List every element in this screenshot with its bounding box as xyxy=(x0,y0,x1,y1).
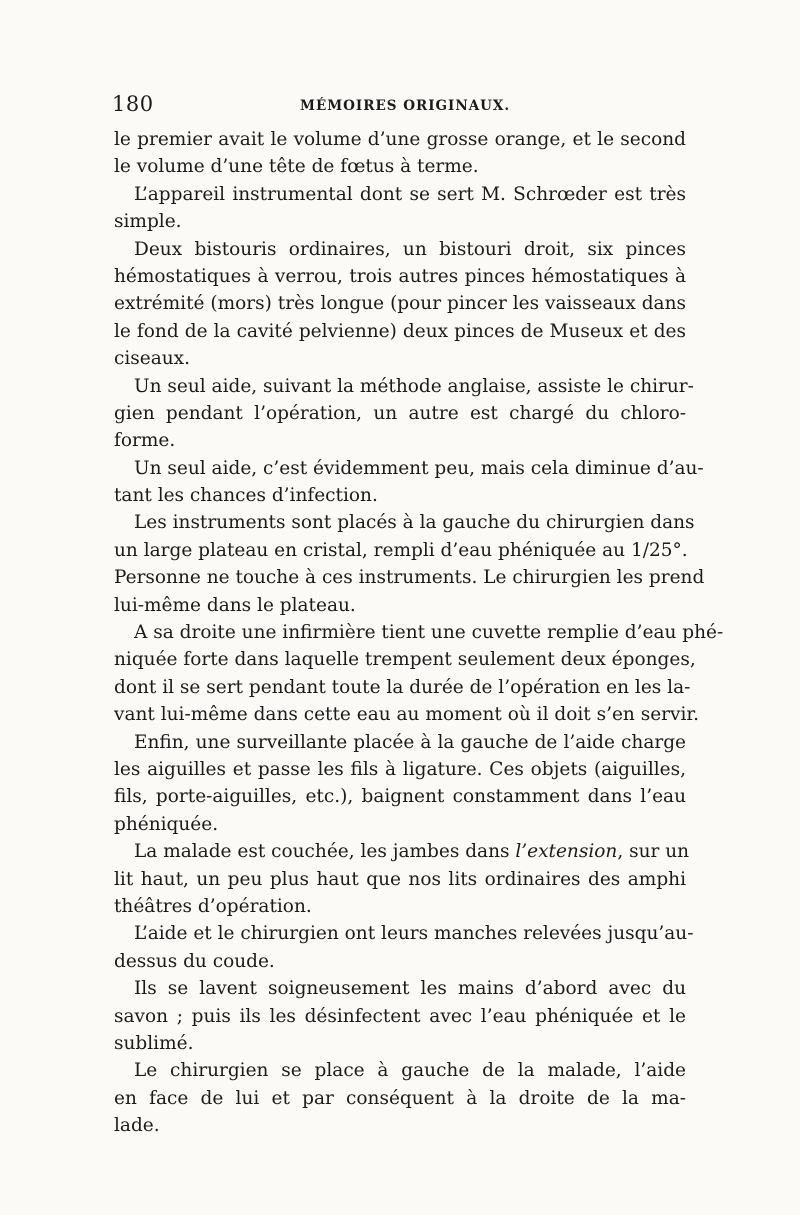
text-line: le premier avait le volume d’une grosse orange, et le second xyxy=(114,129,686,150)
page-number: 180 xyxy=(112,92,154,116)
text-line: Enfin, une surveillante placée à la gauche de l’aide charge xyxy=(134,731,686,753)
text-line: dont il se sert pendant toute la durée de l’opération en les la- xyxy=(114,676,691,698)
text-line: Ils se lavent soigneusement les mains d’abord avec du xyxy=(134,978,686,1000)
text-line: simple. xyxy=(114,211,182,233)
text-line: lade. xyxy=(114,1115,160,1137)
text-line: le fond de la cavité pelvienne) deux pinces de Museux et des xyxy=(114,320,686,342)
text-line: lui-même dans le plateau. xyxy=(114,594,356,616)
text-line: fils, porte-aiguilles, etc.), baignent constamment dans l’eau xyxy=(114,786,686,808)
text-line: Deux bistouris ordinaires, un bistouri droit, six pinces xyxy=(134,238,686,260)
page-header xyxy=(112,92,688,122)
body-text xyxy=(114,126,724,1139)
text-line: théâtres d’opération. xyxy=(114,895,312,917)
text-line: Personne ne touche à ces instruments. Le chirurgien les prend xyxy=(114,567,705,589)
text-line: Un seul aide, suivant la méthode anglaise, assiste le chirur- xyxy=(134,375,694,397)
text-line: hémostatiques à verrou, trois autres pinces hémostatiques à xyxy=(114,265,686,287)
text-line: le volume d’une tête de fœtus à terme. xyxy=(114,156,479,178)
italic-term: l’extension xyxy=(515,841,618,863)
text-line: savon ; puis ils les désinfectent avec l’eau phéniquée et le xyxy=(114,1005,686,1027)
text-line: Le chirurgien se place à gauche de la malade, l’aide xyxy=(134,1060,686,1082)
text-line: les aiguilles et passe les fils à ligature. Ces objets (aiguilles, xyxy=(114,758,686,780)
running-head: MÉMOIRES ORIGINAUX. xyxy=(300,98,511,114)
text-line: Les instruments sont placés à la gauche du chirurgien dans xyxy=(134,512,695,534)
text-line: A sa droite une infirmière tient une cuvette remplie d’eau phé- xyxy=(134,622,724,644)
text-line: un large plateau en cristal, rempli d’eau phéniquée au 1/25°. xyxy=(114,539,688,561)
text-line: tant les chances d’infection. xyxy=(114,485,378,507)
text-line: niquée forte dans laquelle trempent seulement deux éponges, xyxy=(114,649,696,671)
text-line: sublimé. xyxy=(114,1032,194,1054)
text-line: forme. xyxy=(114,430,176,452)
text-line: en face de lui et par conséquent à la droite de la ma- xyxy=(114,1087,686,1109)
text-line: L’appareil instrumental dont se sert M. Schrœder est très xyxy=(134,183,686,205)
text-line: ciseaux. xyxy=(114,348,190,370)
text-line: dessus du coude. xyxy=(114,950,275,972)
text-line: L’aide et le chirurgien ont leurs manches relevées jusqu’au- xyxy=(134,923,694,945)
text-line: Un seul aide, c’est évidemment peu, mais cela diminue d’au- xyxy=(134,457,704,479)
text-line: phéniquée. xyxy=(114,813,219,835)
text-line: lit haut, un peu plus haut que nos lits ordinaires des amphi xyxy=(114,868,686,890)
text-line: extrémité (mors) très longue (pour pincer les vaisseaux dans xyxy=(114,293,686,315)
text-line: La malade est couchée, les jambes dans l’extension, sur un xyxy=(134,841,690,863)
text-line: gien pendant l’opération, un autre est chargé du chloro- xyxy=(114,402,686,424)
text-line: vant lui-même dans cette eau au moment où il doit s’en servir. xyxy=(114,704,700,726)
